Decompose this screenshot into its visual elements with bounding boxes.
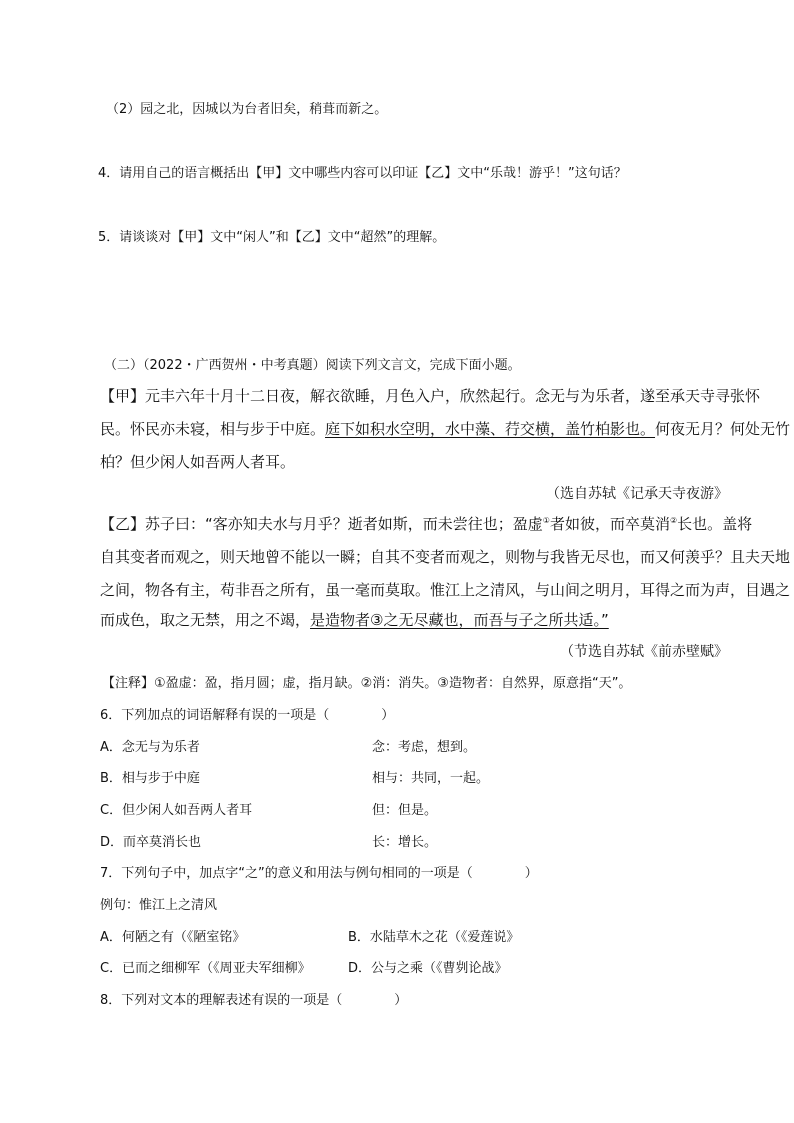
question-8-stem: 8．下列对文本的理解表述有误的一项是（ ） xyxy=(100,993,408,1008)
question-6-option-c: C．但少闲人如吾两人者耳 xyxy=(100,803,253,818)
question-6-option-d: D．而卒莫消长也 xyxy=(100,835,202,850)
question-7-option-d: D．公与之乘（《曹刿论战》 xyxy=(348,961,508,976)
section-2-heading: （二）（2022・广西贺州・中考真题）阅读下列文言文，完成下面小题。 xyxy=(104,358,521,373)
passage-jia-line-3: 柏？但少闲人如吾两人者耳。 xyxy=(100,453,296,471)
passage-yi-line-3: 之间，物各有主，苟非吾之所有，虽一毫而莫取。惟江上之清风，与山间之明月，耳得之而为声，目遇之 xyxy=(100,581,791,599)
question-7-option-a: A．何陋之有（《陋室铭》 xyxy=(100,930,246,945)
passage-jia-line-2 xyxy=(100,418,790,440)
question-4: 4．请用自己的语言概括出【甲】文中哪些内容可以印证【乙】文中“乐哉！游乎！”这句话？ xyxy=(98,166,627,181)
question-7-example: 例句：惟江上之清风 xyxy=(100,898,218,913)
question-6-option-b-explanation: 相与：共同，一起。 xyxy=(372,771,490,786)
footnote-marker-2: ② xyxy=(669,516,678,525)
passage-yi-underlined-sentence: 是造物者③之无尽藏也，而吾与子之所共适。” xyxy=(310,611,609,629)
annotations: 【注释】①盈虚：盈，指月圆；虚，指月缺。②消：消失。③造物者：自然界，原意指“天”。 xyxy=(102,676,632,691)
question-7-stem: 7．下列句子中，加点字“之”的意义和用法与例句相同的一项是（ ） xyxy=(100,866,538,881)
question-7-option-b: B．水陆草木之花（《爱莲说》 xyxy=(348,930,520,945)
passage-jia-line-2-plain: 民。怀民亦未寝，相与步于中庭。 xyxy=(100,420,326,438)
question-6-option-a-explanation: 念：考虑，想到。 xyxy=(372,740,477,755)
question-7-option-c: C．已而之细柳军（《周亚夫军细柳》 xyxy=(100,961,311,976)
passage-yi-line-4 xyxy=(100,609,609,631)
question-6-stem: 6．下列加点的词语解释有误的一项是（ ） xyxy=(100,708,395,723)
passage-jia-line-1: 【甲】元丰六年十月十二日夜，解衣欲睡，月色入户，欣然起行。念无与为乐者，遂至承天寺寻张怀 xyxy=(100,387,761,405)
passage-yi-line-1-b: 者如彼，而卒莫消 xyxy=(549,515,670,533)
passage-jia-line-2-tail: 何夜无月？何处无竹 xyxy=(655,420,791,438)
question-6-option-c-explanation: 但：但是。 xyxy=(372,803,438,818)
question-3-answer-2: （2）园之北，因城以为台者旧矣，稍葺而新之。 xyxy=(106,102,388,117)
passage-yi-line-1 xyxy=(100,513,752,535)
passage-yi-source: （节选自苏轼《前赤壁赋》 xyxy=(560,644,728,660)
question-6-option-b: B．相与步于中庭 xyxy=(100,771,200,786)
passage-jia-source: （选自苏轼《记承天寺夜游》 xyxy=(546,486,728,502)
question-6-option-a: A．念无与为乐者 xyxy=(100,740,200,755)
passage-yi-line-4-plain: 而成色，取之无禁，用之不竭， xyxy=(100,611,311,629)
question-5: 5．请谈谈对【甲】文中“闲人”和【乙】文中“超然”的理解。 xyxy=(98,230,446,245)
question-6-option-d-explanation: 长：增长。 xyxy=(372,835,438,850)
passage-yi-line-1-c: 长也。盖将 xyxy=(677,515,753,533)
passage-jia-underlined-sentence: 庭下如积水空明，水中藻、荇交横，盖竹柏影也。 xyxy=(325,420,656,438)
footnote-marker-1: ① xyxy=(542,516,550,525)
passage-yi-line-1-a: 【乙】苏子曰：“客亦知夫水与月乎？逝者如斯，而未尝往也；盈虚 xyxy=(100,515,543,533)
passage-yi-line-2: 自其变者而观之，则天地曾不能以一瞬；自其不变者而观之，则物与我皆无尽也，而又何羡乎？且夫天地 xyxy=(100,548,791,566)
